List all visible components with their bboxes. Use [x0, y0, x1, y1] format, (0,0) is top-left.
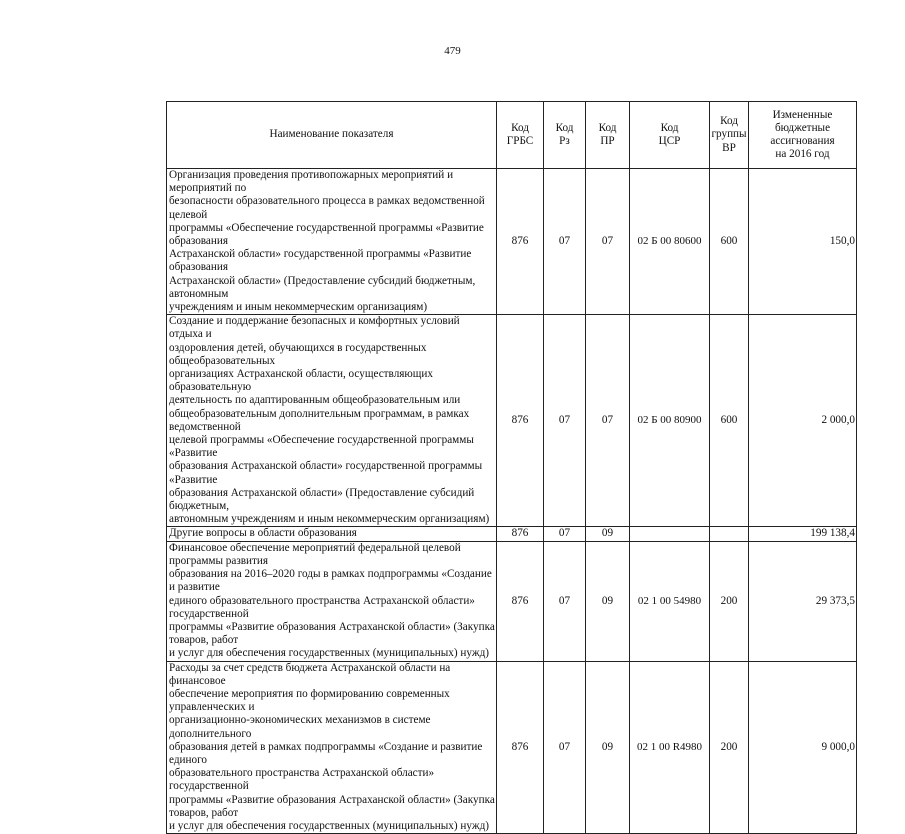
header-pr: Код ПР — [586, 102, 630, 169]
row-pr: 07 — [586, 315, 630, 527]
table-row — [167, 541, 857, 661]
row-pr: 09 — [586, 661, 630, 834]
header-vr: Код группы ВР — [710, 102, 749, 169]
row-vr: 200 — [710, 661, 749, 834]
row-csr — [630, 527, 710, 541]
row-rz: 07 — [544, 315, 586, 527]
header-csr: Код ЦСР — [630, 102, 710, 169]
row-rz: 07 — [544, 169, 586, 315]
row-grbs: 876 — [497, 169, 544, 315]
row-csr: 02 Б 00 80900 — [630, 315, 710, 527]
row-csr: 02 Б 00 80600 — [630, 169, 710, 315]
row-amount: 150,0 — [749, 169, 857, 315]
row-name: Расходы за счет средств бюджета Астраханской области на финансовое обеспечение мероприятия по формированию современных управленческих и организационно-экономических механизмов в системе дополнительного образования детей в рамках подпрограммы «Создание и развитие единого образовательного пространства Астраханской области» государственной программы «Развитие образования Астраханской области» (Закупка товаров, работ и услуг для обеспечения государственных (муниципальных) нужд) — [167, 661, 497, 834]
row-csr: 02 1 00 R4980 — [630, 661, 710, 834]
row-vr — [710, 527, 749, 541]
header-amount: Измененные бюджетные ассигнования на 2016 год — [749, 102, 857, 169]
row-amount: 29 373,5 — [749, 541, 857, 661]
row-csr: 02 1 00 54980 — [630, 541, 710, 661]
row-name: Финансовое обеспечение мероприятий федеральной целевой программы развития образования на 2016–2020 годы в рамках подпрограммы «Создание и развитие единого образовательного пространства Астраханской области» государственной программы «Развитие образования Астраханской области» (Закупка товаров, работ и услуг для обеспечения государственных (муниципальных) нужд) — [167, 541, 497, 661]
row-rz: 07 — [544, 527, 586, 541]
row-name: Другие вопросы в области образования — [167, 527, 497, 541]
row-amount: 9 000,0 — [749, 661, 857, 834]
row-grbs: 876 — [497, 661, 544, 834]
row-name: Создание и поддержание безопасных и комфортных условий отдыха и оздоровления детей, обучающихся в государственных общеобразовательных организациях Астраханской области, осуществляющих образовательную деятельность по адаптированным общеобразовательным или общеобразовательным дополнительным программам, в рамках ведомственной целевой программы «Обеспечение государственной программы «Развитие образования Астраханской области» государственной программы «Развитие образования Астраханской области» (Предоставление субсидий бюджетным, автономным учреждениям и иным некоммерческим организациям) — [167, 315, 497, 527]
row-pr: 09 — [586, 527, 630, 541]
row-name: Организация проведения противопожарных мероприятий и мероприятий по безопасности образовательного процесса в рамках ведомственной целевой программы «Обеспечение государственной программы «Развитие образования Астраханской области» государственной программы «Развитие образования Астраханской области» (Предоставление субсидий бюджетным, автономным учреждениям и иным некоммерческим организациям) — [167, 169, 497, 315]
budget-table — [166, 101, 857, 834]
row-vr: 600 — [710, 315, 749, 527]
table-row — [167, 315, 857, 527]
row-pr: 09 — [586, 541, 630, 661]
row-vr: 200 — [710, 541, 749, 661]
row-pr: 07 — [586, 169, 630, 315]
row-grbs: 876 — [497, 315, 544, 527]
row-grbs: 876 — [497, 527, 544, 541]
table-row — [167, 527, 857, 541]
row-rz: 07 — [544, 661, 586, 834]
table-row — [167, 661, 857, 834]
header-row — [167, 102, 857, 169]
page-number: 479 — [444, 45, 461, 57]
row-rz: 07 — [544, 541, 586, 661]
row-grbs: 876 — [497, 541, 544, 661]
row-vr: 600 — [710, 169, 749, 315]
header-name: Наименование показателя — [167, 102, 497, 169]
header-grbs: Код ГРБС — [497, 102, 544, 169]
table-row — [167, 169, 857, 315]
row-amount: 199 138,4 — [749, 527, 857, 541]
row-amount: 2 000,0 — [749, 315, 857, 527]
header-rz: Код Рз — [544, 102, 586, 169]
